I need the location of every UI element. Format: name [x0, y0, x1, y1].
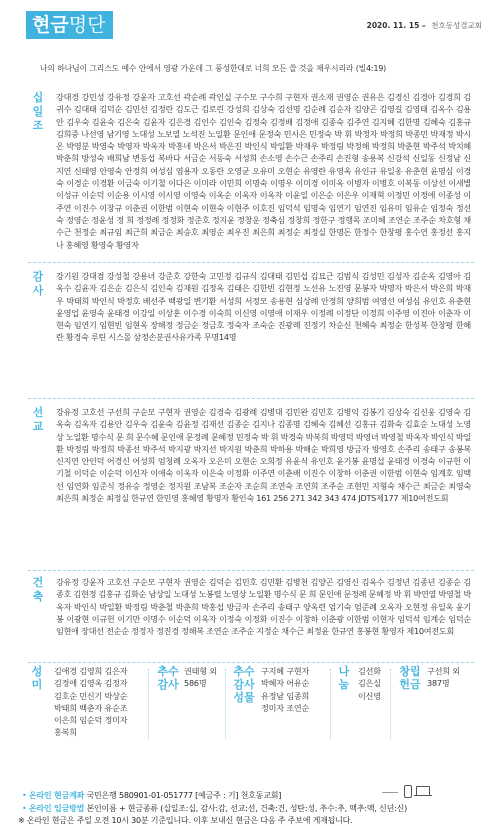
category-label	[336, 665, 352, 691]
header	[0, 0, 490, 46]
name-line: 이은희 임순덕 정미자	[54, 715, 128, 726]
section-label-thanks	[31, 270, 45, 298]
label-char: 건	[32, 576, 44, 589]
phone-icon	[404, 785, 412, 798]
building-names: 강유정 강윤자 고호선 구순모 구현자 권영순 김덕순 김민호 김민환 김병천 김양곤 김영신 김옥수 김정년 김종년 김종순 김종호 김현정 김홍규 김화순 남상일 노대성 노봉렬 노영상 노일환 명수식 문 희 문인애 문정례 문혜정 박 휘 박연열 박영철 박옥자 박인식 박일환 박정림 박춘철 박춘희 박홍섭 방금자 손주리 송태구 양옥련 엄기숙 엄준례 오옥자 오현정 유일옥 윤기봉 이광현 이규헌 이기만 이명수 이순덕 이옥자 이정숙 이정화 이진수 이창하 이춘광 이한범 이현자 임덕석 임계순 임덕순 임현애 장대선 전순순 정정자 정진경 정해복 조연순 조주순 지정순 채수근 최정윤 한규연 홍봉현 황영자 제10여전도회	[56, 577, 471, 637]
label-char: 헌금	[399, 678, 421, 691]
name-line: 정미자 조연순	[261, 702, 310, 713]
name-line: 이신영	[358, 690, 381, 701]
divider	[225, 669, 226, 739]
name-line: 387명	[427, 678, 450, 689]
category-label	[230, 665, 258, 704]
category-names	[427, 665, 473, 690]
label-char: 축	[32, 590, 44, 603]
category-label	[28, 665, 46, 691]
section-missions	[31, 406, 475, 526]
label-char: 감	[32, 270, 44, 283]
divider	[28, 262, 474, 263]
name-line: 유정남 임종희	[261, 690, 310, 701]
title-bold: 현금	[32, 14, 69, 36]
name-line: 김은실	[358, 678, 381, 689]
name-line: 김선화	[358, 666, 381, 676]
name-line: 홍복희	[54, 727, 77, 738]
section-label-tithe	[31, 91, 45, 133]
divider	[28, 570, 474, 571]
label-char: 성	[31, 665, 43, 678]
label-char: 조	[32, 119, 44, 132]
name-line: 구선희 외	[427, 666, 460, 676]
name-line: 박혜자 어유순	[261, 678, 310, 689]
missions-names: 강유정 고호선 구선희 구순모 구현자 권영순 김경숙 김광례 김병대 김민완 김민호 김병익 김봉기 김상숙 김신웅 김영숙 김옥숙 김옥자 김용안 김우숙 김윤숙 김윤정 김재선 김종순 김지나 김종명 김혜숙 김혜선 김홍규 김화숙 김효순 노대성 노영상 노일환 명수식 문 희 문수혜 문인애 문정례 문혜정 민정숙 박 휘 박경숙 박복희 박영덕 박영녀 박영철 박옥자 박인식 박일환 박정림 박정희 박종선 박주석 박지광 박지선 박지원 박춘희 박하용 박해순 박희영 방금자 방영호 손주리 송태구 송봉복 신지연 안인덕 어경신 어성희 엄청례 오옥자 오은미 오현순 오희정 유윤식 유인호 윤기봉 윤명섭 윤태경 이경숙 이규헌 이기철 이덕순 이순덕 이신자 이애숙 이옥자 이은숙 이정화 이주연 이춘배 이진수 이창하 이춘권 이한범 이현숙 임계호 임백선 임연화 임준식 정유승 정영순 정지원 조남복 조순자 조순희 조연숙 조연희 조주순 조현민 지형숙 채수근 최금순 최영숙 최은희 최정순 최정실 한규연 한민영 홍혜영 황명자 황인숙 161 256 271 342 343 474 JDTS제177 제10여전도회	[56, 407, 471, 504]
name-line: 박태희 백춘자 유순조	[54, 702, 128, 713]
label-char: 선	[32, 406, 44, 419]
category-label	[154, 665, 182, 691]
transfer-method-info	[22, 803, 407, 814]
divider	[28, 398, 474, 399]
category-names	[261, 665, 331, 714]
label-char: 눔	[338, 678, 350, 691]
label-char: 십	[32, 91, 44, 104]
label-char: 성물	[233, 691, 255, 704]
scripture-verse: 나의 하나님이 그리스도 예수 안에서 영광 가운데 그 풍성한대로 너희 모든 쓸 것을 채우시리라 (빌4:19)	[40, 64, 387, 73]
category-names	[184, 665, 236, 690]
label-char: 사	[32, 284, 44, 297]
bullet: •	[22, 791, 29, 800]
label-char: 미	[31, 678, 43, 691]
online-note: ※ 온라인 현금은 주일 오전 10시 30분 기준입니다. 이후 보내신 현금은 다음 주 주보에 게재됩니다.	[18, 816, 353, 825]
divider	[330, 669, 331, 739]
bank-account-info	[22, 790, 281, 801]
method-value: 본인이름 + 현금종류 (십일조:십, 감사:감, 선교:선, 건축:건, 성탄:성, 추수:추, 맥추:맥, 신년:신)	[86, 804, 408, 813]
bank-value: 국민은행 580901-01-051777 [예금주 : 기] 천호동교회]	[86, 791, 282, 800]
name-line: 권태형 외	[184, 666, 217, 676]
section-tithe	[31, 91, 475, 296]
online-icons	[382, 785, 462, 799]
date-text: 2020. 11. 15	[366, 21, 420, 30]
name-line: 구지혜 구현자	[261, 666, 310, 676]
label-char: 일	[32, 105, 44, 118]
label-char: 나	[338, 665, 350, 678]
thanks-names: 강기원 강대겸 강성철 강용녀 강준호 강한숙 고민정 김규식 김대태 김민섭 김묘근 김범식 김성민 김성자 김순옥 김영아 김옥수 김윤자 김은순 김은식 김인숙 김재원 김정옥 김태은 김한빈 김현정 노선유 노진영 문봉자 박명자 박은서 박은희 박재우 박태희 박인식 박정호 배선주 백광일 변기환 서성희 서정모 송용현 심상례 안정희 양희범 여영선 여성심 유인호 유춘현 윤영업 윤영숙 윤태경 이강일 이상훈 이수경 이숙희 이신영 이영애 이재우 이정례 이정단 이정희 이주영 이진아 이춘자 이현숙 임연기 임현빈 임현옥 장해정 정금순 정금호 정숙자 조숙순 진광례 진정기 차순신 천혜숙 최정순 한성복 한창평 한혜란 황경숙 루틴 시스몰 삼정손분권사유가족 무명14명	[56, 271, 471, 343]
bottom-categories	[28, 665, 474, 781]
bulletin-date	[367, 20, 482, 31]
section-thanks	[31, 270, 475, 406]
laptop-base	[414, 795, 432, 796]
name-line: 김애경 김영희 김은자	[54, 666, 128, 676]
category-names	[54, 665, 150, 739]
divider	[28, 662, 474, 663]
section-building	[31, 576, 475, 666]
divider	[382, 792, 398, 793]
category-label	[396, 665, 424, 691]
label-char: 감사	[233, 678, 255, 691]
label-char: 추수	[233, 665, 255, 678]
tithe-names: 강대경 강민성 강유정 강윤자 고호선 곽순례 곽인실 구수모 구수희 구현자 권소재 권영순 권유은 김경신 김경아 김경희 김귀수 김대태 김덕순 김민선 김정란 김도근 김로린 강성희 김상숙 김선명 김순례 김순자 김양곤 김영길 김영태 김옥수 김용안 김우숙 김윤숙 김은숙 김윤자 김은경 김인수 김인숙 김정숙 김정배 김정애 김종숙 김주연 김지혜 김한명 김혜숙 김홍규 김희중 나선영 남기영 노대성 노보열 노석진 노일환 문인애 문정숙 민시은 민정숙 박 휘 박정자 박정희 박종민 박재정 박시온 박영분 박영숙 박영자 박옥자 박흥네 박은서 박은진 박인식 박일환 박재우 박정림 박정해 박정희 박춘현 박주석 박치혜 박춘희 방성숙 배희남 변동섭 복바다 서금순 서동숙 서성희 손소영 손수근 손주리 손진형 송용복 신강석 신일동 신정남 신지연 신태영 안영숙 안정희 여성심 염용자 오동란 오영균 오유미 오현순 유영란 유영옥 유인규 유일옹 유춘현 윤명심 이경숙 이경순 이경환 이금숙 이기철 이다은 이미라 이민희 이명숙 이명우 이미경 이미옥 이병자 이병호 이복동 이상선 이새별 이성규 이순덕 이순용 이시영 이시영 이영숙 이옥순 이옥자 이옥자 이윤일 이은순 이은우 이재혁 이정민 이정애 이종성 이주연 이진수 이창규 이춘권 이한범 이현숙 이현숙 이현주 이호진 임덕석 임명숙 임연기 임연진 임유미 임유순 임정숙 정선숙 정영순 정윤성 정 희 정정례 정정화 정준호 정지윤 정창운 정축심 정창희 정한구 정행목 조미혜 조연순 조주순 차호형 채수근 천정순 최규임 최근희 최금순 최승호 최영순 최우진 최은희 최정순 최정실 한명돈 한정수 한창평 홍수연 홍정선 홍지나 홍혜영 황영숙 황영자	[56, 92, 471, 250]
name-line: 김정애 김영옥 김정자	[54, 678, 128, 689]
label-char: 교	[32, 420, 44, 433]
divider	[390, 669, 391, 739]
name-line: 김호순 민신기 박상순	[54, 690, 128, 701]
title-light: 명단	[68, 14, 106, 36]
section-label-missions	[31, 406, 45, 434]
label-char: 감사	[157, 678, 179, 691]
church-name: 천호동성결교회	[431, 21, 482, 30]
divider	[148, 669, 149, 739]
label-char: 창립	[399, 665, 421, 678]
name-line: 586명	[184, 678, 207, 689]
bank-key: 온라인 현금계좌	[28, 791, 85, 800]
bullet: •	[22, 804, 29, 813]
page-title	[26, 11, 113, 39]
section-label-building	[31, 576, 45, 604]
label-char: 추수	[157, 665, 179, 678]
dash: –	[419, 21, 429, 30]
method-key: 온라인 입금방법	[28, 804, 85, 813]
